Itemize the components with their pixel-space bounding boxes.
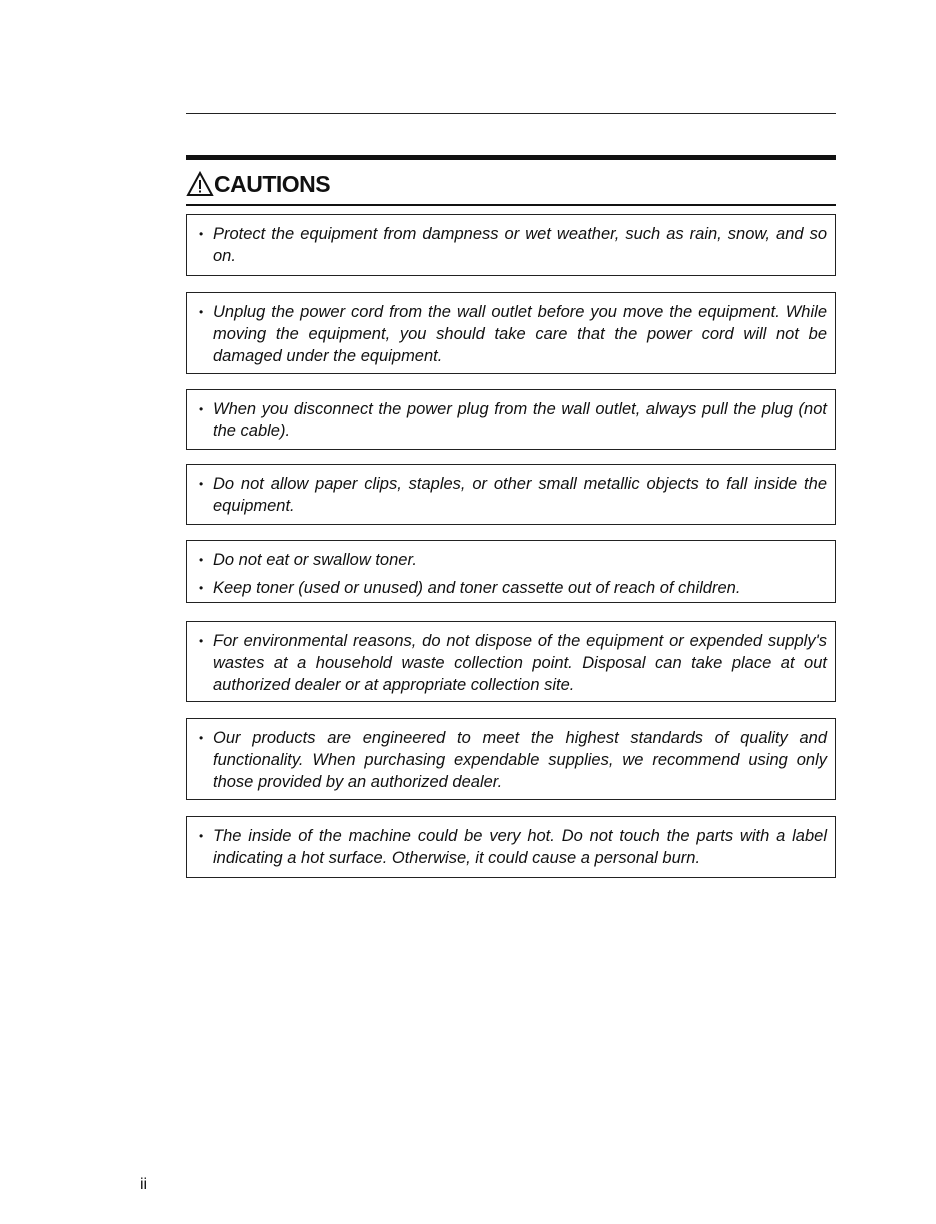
caution-item: • The inside of the machine could be very hot. Do not touch the parts with a label indicating a hot surface. Otherwise, it could cause a personal burn.: [199, 827, 827, 867]
caution-box: [186, 214, 836, 276]
caution-box: [186, 464, 836, 525]
caution-item: • When you disconnect the power plug from the wall outlet, always pull the plug (not the cable).: [199, 400, 827, 440]
section-title: CAUTIONS: [214, 170, 331, 197]
caution-box: [186, 389, 836, 450]
caution-item: • For environmental reasons, do not dispose of the equipment or expended supply's wastes at a household waste collection point. Disposal can take place at out authorized dealer or at appropriate collection site.: [199, 632, 827, 694]
page-number: ii: [140, 1176, 148, 1193]
caution-item: • Keep toner (used or unused) and toner cassette out of reach of children.: [199, 579, 741, 597]
section-rule: [186, 155, 836, 160]
top-rule: [186, 113, 836, 114]
caution-box: [186, 718, 836, 800]
caution-box: [186, 621, 836, 702]
section-heading: [186, 168, 330, 200]
caution-box: [186, 292, 836, 374]
heading-rule: [186, 204, 836, 206]
caution-item: • Our products are engineered to meet the highest standards of quality and functionality. When purchasing expendable supplies, we recommend using only those provided by an authorized dealer.: [199, 729, 827, 791]
caution-item: • Protect the equipment from dampness or wet weather, such as rain, snow, and so on.: [199, 225, 827, 265]
caution-item: • Do not eat or swallow toner.: [199, 551, 417, 569]
caution-box: [186, 816, 836, 878]
caution-item: • Unplug the power cord from the wall outlet before you move the equipment. While moving the equipment, you should take care that the power cord will not be damaged under the equipment.: [199, 303, 827, 365]
caution-item: • Do not allow paper clips, staples, or other small metallic objects to fall inside the equipment.: [199, 475, 827, 515]
caution-box: [186, 540, 836, 603]
warning-triangle-icon: [186, 171, 214, 197]
